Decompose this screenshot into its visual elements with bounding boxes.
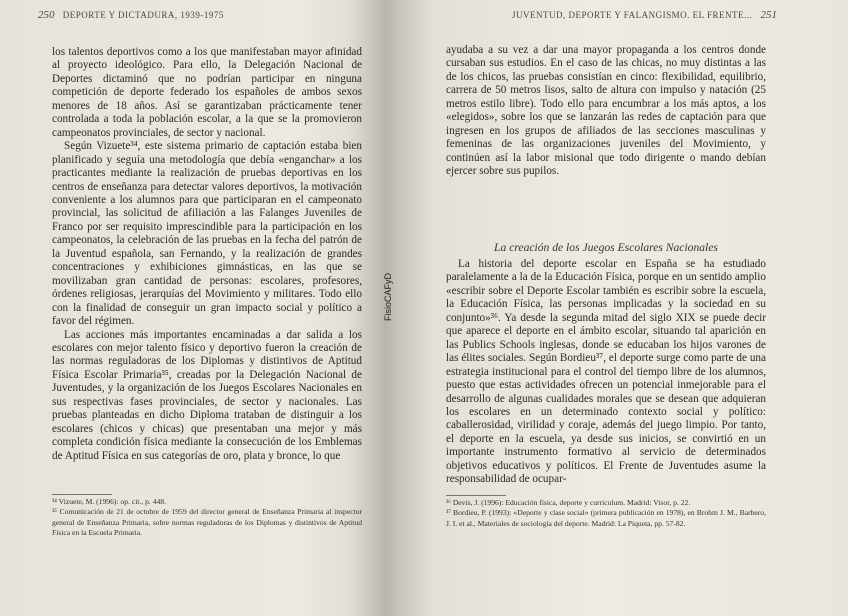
left-paragraph-2: Según Vizuete³⁴, este sistema primario de captación estaba bien planificado y seguía una metodología que debía «enganchar» a los practicantes mediante la realización de pruebas deportivas en los centros de enseñanza para detectar valores deportivos, la motivación conveniente a los alumnos para que participaran en el campeonato provincial, las solicitud de afiliación a las Falanges Juveniles de Franco por ser requisito imprescindible para la participación en los campeonatos, la celebración de las pruebas en la fecha del patrón de la Juventud española, san Fernando, y la realización de grandes concentraciones y exhibiciones gimnásticas, en las que se movilizaban gran cantidad de personas: escolares, profesores, órdenes religiosas, jerarquías del Movimiento y militares. Todo ello con la finalidad de conseguir un gran impacto social y político a favor del régimen. xyxy=(52,140,362,328)
left-page xyxy=(0,0,420,616)
right-section-paragraph-1: La historia del deporte escolar en España se ha estudiado paralelamente a la de la Educación Física, porque en un sentido amplio «escribir sobre el Deporte Escolar también es escribir sobre la escuela, la Educación Física, las personas implicadas y la sociedad en su conjunto»³⁶. Ya desde la segunda mitad del siglo XIX se puede decir que aparece el deporte en el ámbito escolar, situando tal aparición en las Publics Schools inglesas, donde se educaban los hijos varones de las élites sociales. Según Bordieu³⁷, el deporte surge como parte de una estrategia institucional para el control del tiempo libre de los alumnos, puesto que estas actividades ofrecen un potencial inmejorable para el desarrollo de algunas cualidades morales que se desean que adquieran los escolares en un determinado contexto social y político: caballerosidad, virilidad y coraje, además del juego limpio. Por tanto, el deporte en la escuela, ya desde sus inicios, se convirtió en un importante instrumento formativo al servicio de determinados objetivos educativos y políticos. El Frente de Juventudes asume la responsabilidad de ocupar- xyxy=(446,258,766,486)
left-body xyxy=(52,46,362,463)
right-running-head xyxy=(512,9,777,21)
left-footnote-rule xyxy=(52,494,112,495)
section-heading: La creación de los Juegos Escolares Nacionales xyxy=(494,241,718,254)
left-running-title: DEPORTE Y DICTADURA, 1939-1975 xyxy=(62,10,224,20)
footnote-34: ³⁴ Vizuete, M. (1996): op. cit., p. 448. xyxy=(52,497,166,506)
right-page-number: 251 xyxy=(760,9,778,21)
library-stamp xyxy=(383,258,412,338)
right-running-title: JUVENTUD, DEPORTE Y FALANGISMO. EL FRENTE... xyxy=(512,10,753,20)
left-running-head xyxy=(38,9,224,21)
left-page-number: 250 xyxy=(38,9,55,21)
right-paragraph-1: ayudaba a su vez a dar una mayor propaganda a los centros donde cursaban sus estudios. En el caso de las chicas, no muy distintas a las de los chicos, las pruebas consistían en cinco: flexibilidad, equilibrio, carrera de 50 metros lisos, salto de altura con impulso y natación (25 metros estilo libre). Todo ello para encumbrar a los más aptos, a los «elegidos», sobre los que se lanzarán las redes de captación para que ingresen en los grupos de afiliados de las secciones masculinas y femeninas de las organizaciones juveniles del Movimiento, y continúen así la labor misional que todo dirigente o mando debían ejercer sobre sus pupilos. xyxy=(446,44,766,178)
left-footnotes xyxy=(52,497,362,539)
stamp-text: FisioCAFyD xyxy=(383,272,394,322)
right-footnotes xyxy=(446,498,766,529)
right-page xyxy=(432,0,848,616)
right-body-top xyxy=(446,44,766,179)
right-body-section xyxy=(446,258,766,487)
footnote-35: ³⁵ Comunicación de 21 de octubre de 1959 del director general de Enseñanza Primaria al inspector general de Enseñanza Primaria, sobre normas reguladoras de los Diplomas y distintivos de Aptitud Física en la Escuela Primaria. xyxy=(52,507,362,538)
footnote-36: ³⁶ Devís, J. (1996): Educación física, deporte y curriculum. Madrid: Visor, p. 22. xyxy=(446,498,691,507)
footnote-37: ³⁷ Bordieu, P. (1993): «Deporte y clase social» (primera publicación en 1978), en Brohm J. M., Barbero, J. I. et al., Materiales de sociología del deporte. Madrid: La Piqueta, pp. 57-82. xyxy=(446,508,766,528)
left-paragraph-3: Las acciones más importantes encaminadas a dar salida a los escolares con mejor talento físico y deportivo fueron la creación de las normas reguladoras de los Diplomas y distintivos de Aptitud Física Escolar Primaria³⁵, creadas por la Delegación Nacional de Juventudes, y la organización de los Juegos Escolares Nacionales en sus respectivas fases provinciales, de sector y nacionales. Las pruebas planteadas en dicho Diploma trataban de distinguir a los escolares (chicos y chicas) que presentaban una mejor y más completa condición física mediante la consecución de los Emblemas de Aptitud Física en sus categorías de oro, plata y bronce, lo que xyxy=(52,328,362,462)
left-paragraph-1: los talentos deportivos como a los que manifestaban mayor afinidad al proyecto ideológico. Para ello, la Delegación Nacional de Deportes dictaminó que no podrían participar en ninguna competición de deporte federado los españoles de ambos sexos menores de 18 años. Así se garantizaban prácticamente tener controlada a toda la población escolar, a la que se la promovieron campeonatos provinciales, de sector y nacional. xyxy=(52,46,362,139)
right-footnote-rule xyxy=(446,495,506,496)
